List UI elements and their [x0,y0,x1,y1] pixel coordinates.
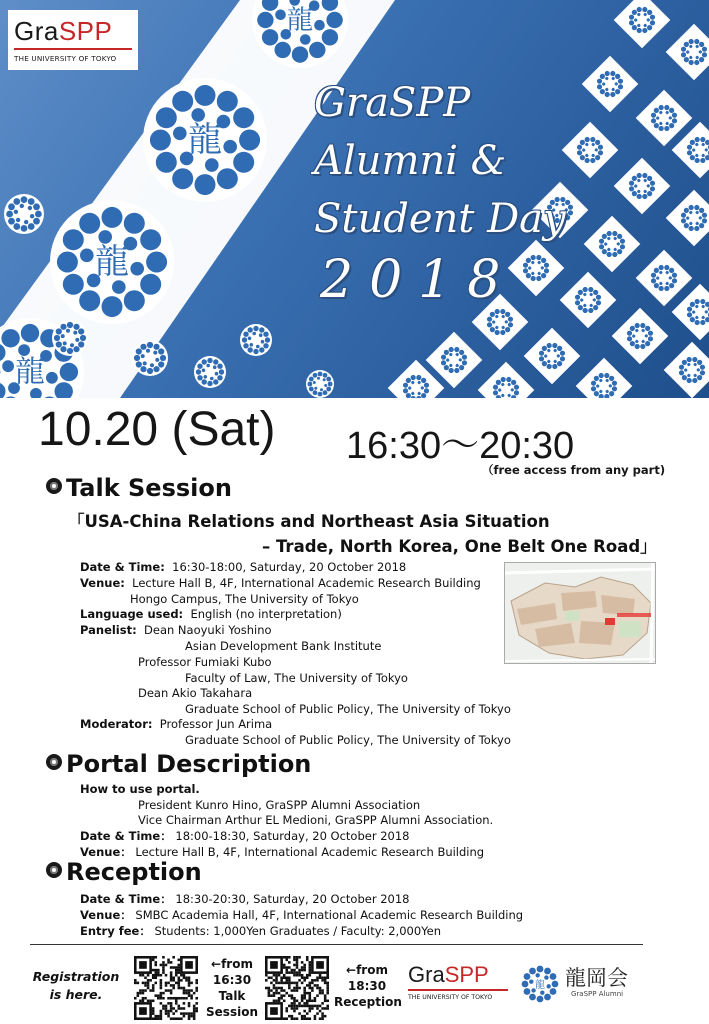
reception-datetime [80,891,410,907]
portal-datetime-label: Date & Time： [80,829,172,843]
panelist-1-name: Dean Naoyuki Yoshino [144,623,272,637]
dragon-character: 龍 [286,4,314,36]
dragon-character: 龍 [187,120,223,161]
talk-panelist-1 [80,622,272,638]
portal-how-to [80,781,200,797]
reception-venue [80,907,523,923]
logo-word-gra: Gra [14,16,59,46]
talk-venue [80,575,481,591]
portal-venue-value: Lecture Hall B, 4F, International Academic Research Building [135,845,485,859]
qr-caption-reception-line-1: ←from [346,963,388,977]
moderator-name: Professor Jun Arima [159,717,273,731]
dragon-emblem-tile [52,320,88,356]
qr-caption-talk-line-3: Talk [218,989,246,1003]
event-title-line-3: Student Day [314,196,566,242]
dragon-character: 龍 [94,242,130,283]
checker-tile [478,362,535,398]
portal-datetime-value: 18:00-18:30, Saturday, 20 October 2018 [175,829,410,843]
reception-venue-value: SMBC Academia Hall, 4F, International Academic Research Building [135,908,524,922]
checker-tile [614,0,671,48]
footer-logo-rule [408,989,508,991]
event-title-year: 2018 [320,250,517,310]
registration-line-2: is here. [49,987,103,1002]
checker-tile [612,308,669,365]
panelist-1-affiliation: Asian Development Bank Institute [185,639,382,653]
panelist-3-affiliation: Graduate School of Public Policy, The University of Tokyo [185,702,511,716]
event-date: 10.20 (Sat) [38,403,276,456]
dragon-emblem-tile [567,279,609,321]
campus-map-drawing [505,563,656,664]
checker-tile [664,342,709,398]
alumni-association-subtitle: GraSPP Alumni [571,990,624,998]
dragon-emblem-tile [143,78,267,202]
qr-caption-talk [200,956,264,1020]
graspp-logo [8,10,138,70]
registration-note [30,968,122,1004]
talk-language-label: Language used: [80,607,184,621]
portal-presenter-2: Vice Chairman Arthur EL Medioni, GraSPP Alumni Association. [138,813,494,827]
checker-tile [666,24,709,81]
checker-tile [666,190,709,247]
registration-qr-code-talk[interactable] [134,956,198,1020]
footer-logo-subtitle: THE UNIVERSITY OF TOKYO [408,994,493,1001]
reception-fee [80,923,441,939]
footer-divider [30,944,643,945]
footer-logo-spp: SPP [444,962,489,987]
portal-heading-text: Portal Description [66,750,312,778]
panelist-2-affiliation: Faculty of Law, The University of Tokyo [185,671,408,685]
dragon-emblem-tile [619,315,661,357]
access-note: （free access from any part) [482,463,666,477]
checker-tile [636,90,693,147]
event-banner [0,0,709,398]
reception-datetime-value: 18:30-20:30, Saturday, 20 October 2018 [175,892,410,906]
qr-caption-talk-line-2: 16:30 [212,973,252,987]
talk-panelist-label: Panelist: [80,623,137,637]
dragon-emblem-tile [240,324,272,356]
alumni-emblem-character: 龍 [535,980,545,991]
checker-tile [562,122,619,179]
dragon-emblem-tile [591,223,633,265]
talk-moderator-label: Moderator: [80,717,153,731]
event-time: 16:30～20:30 [346,425,575,467]
reception-fee-label: Entry fee： [80,924,151,938]
talk-subtitle-line-2: – Trade, North Korea, One Belt One Road」 [262,537,657,556]
talk-moderator [80,716,272,732]
talk-language-value: English (no interpretation) [190,607,342,621]
logo-rule [14,48,132,50]
logo-subtitle: THE UNIVERSITY OF TOKYO [14,54,117,63]
event-title-line-2: Alumni & [314,138,507,184]
portal-how-to-text: How to use portal. [80,782,200,796]
reception-venue-label: Venue： [80,908,132,922]
talk-venue-line-2: Hongo Campus, The University of Tokyo [130,592,359,606]
qr-caption-talk-line-4: Session [206,1005,258,1019]
dragon-emblem-tile [589,63,631,105]
portal-presenter-1: President Kunro Hino, GraSPP Alumni Association [138,798,421,812]
dragon-emblem-tile [531,335,573,377]
reception-heading [46,858,202,886]
talk-language [80,606,342,622]
event-title-line-1: GraSPP [314,80,471,126]
bullet-icon [46,754,62,770]
portal-venue-label: Venue： [80,845,132,859]
logo-word-spp: SPP [58,16,113,46]
checker-tile [614,158,671,215]
portal-datetime [80,828,410,844]
panelist-3-name: Dean Akio Takahara [138,686,253,700]
reception-datetime-label: Date & Time： [80,892,172,906]
reception-heading-text: Reception [66,858,202,886]
talk-venue-label: Venue: [80,576,125,590]
talk-datetime-value: 16:30-18:00, Saturday, 20 October 2018 [172,560,407,574]
registration-line-1: Registration [32,969,120,984]
dragon-emblem-tile [4,194,44,234]
checker-tile [584,216,641,273]
registration-qr-code-reception[interactable] [265,956,329,1020]
dragon-emblem-tile [643,257,685,299]
checker-tile [524,328,581,385]
portal-description-heading [46,750,311,778]
dragon-emblem-tile [433,339,475,381]
dragon-emblem-tile [50,200,174,324]
reception-fee-value: Students: 1,000Yen Graduates / Faculty: 2,000Yen [154,924,442,938]
checker-tile [636,250,693,307]
bullet-icon [46,862,62,878]
talk-datetime-label: Date & Time: [80,560,165,574]
dragon-emblem-tile [306,370,334,398]
moderator-affiliation: Graduate School of Public Policy, The University of Tokyo [185,733,511,747]
alumni-association-emblem-icon [519,963,561,1005]
panelist-2-name: Professor Fumiaki Kubo [138,655,272,669]
qr-caption-reception-line-2: 18:30 [347,979,387,993]
bullet-icon [46,478,62,494]
dragon-emblem-tile [132,340,168,376]
dragon-emblem-tile [194,356,226,388]
talk-subtitle-line-1: 「USA-China Relations and Northeast Asia Situation [68,512,550,531]
graspp-footer-logo [408,962,512,1006]
checker-tile [582,56,639,113]
talk-venue-line-1: Lecture Hall B, 4F, International Academic Research Building [132,576,481,590]
talk-session-heading [46,474,232,502]
dragon-emblem-tile [621,165,663,207]
dragon-emblem-tile [515,247,557,289]
alumni-association-name: 龍岡会 [565,966,628,990]
qr-caption-reception [334,962,400,1010]
talk-session-heading-text: Talk Session [66,474,232,502]
dragon-emblem-tile [569,129,611,171]
qr-caption-talk-line-1: ←from [211,957,253,971]
campus-map [504,562,656,664]
talk-datetime [80,559,406,575]
dragon-character: 龍 [15,354,45,390]
checker-tile [560,272,617,329]
qr-caption-reception-line-3: Reception [334,995,402,1009]
footer-logo-gra: Gra [408,962,445,987]
checker-tile [576,358,633,398]
dragon-emblem-tile [643,97,685,139]
